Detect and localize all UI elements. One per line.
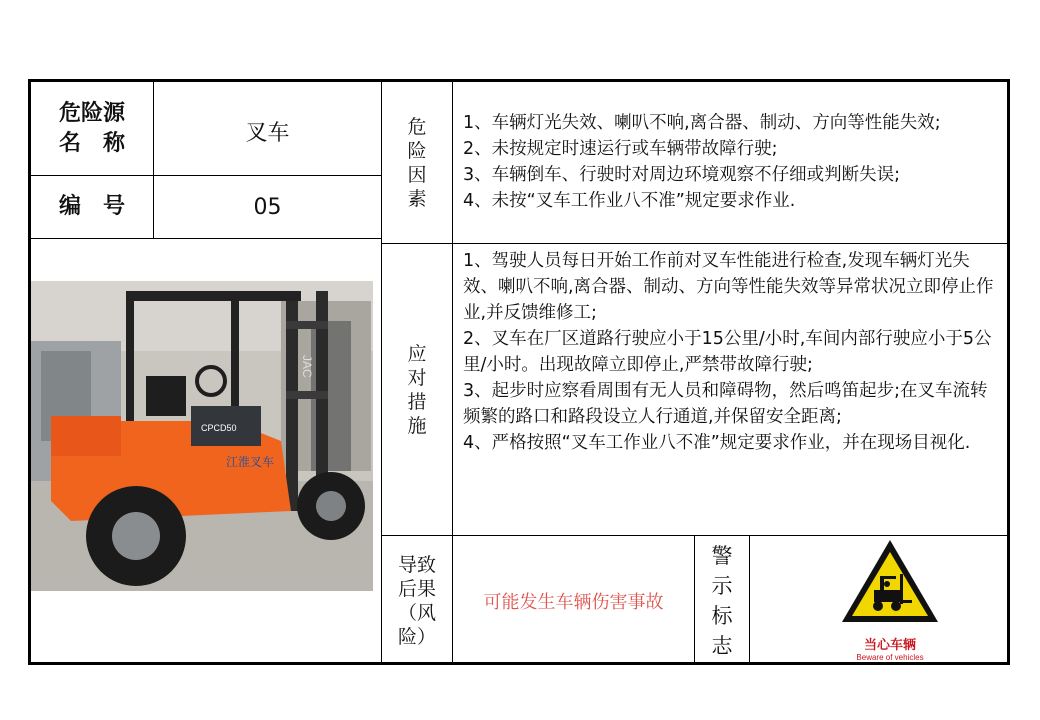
- name-label-cell: [31, 82, 153, 175]
- hazards-label-char-3: 因: [407, 163, 427, 186]
- measure-item: 1、驾驶人员每日开始工作前对叉车性能进行检查,发现车辆灯光失效、喇叭不响,离合器、制动、方向等性能失效等异常状况立即停止作业,并反馈维修工;: [463, 251, 994, 323]
- hazard-item: 4、未按“叉车工作业八不准”规定要求作业.: [463, 191, 796, 211]
- caution-vehicle-icon: [840, 538, 940, 624]
- measures-label-char-4: 施: [407, 414, 427, 437]
- hazards-label-char-4: 素: [407, 187, 427, 210]
- hazards-label-char-2: 险: [407, 139, 427, 162]
- model-label-text: CPCD50: [201, 423, 237, 433]
- sign-title: 当心车辆: [863, 638, 916, 653]
- hazard-item: 1、车辆灯光失效、喇叭不响,离合器、制动、方向等性能失效;: [463, 113, 941, 133]
- measure-item: 4、严格按照“叉车工作业八不准”规定要求作业，并在现场目视化.: [463, 433, 971, 453]
- code-label: 编 号: [58, 194, 125, 219]
- name-value-cell: [153, 82, 381, 175]
- hazard-item: 2、未按规定时速运行或车辆带故障行驶;: [463, 139, 778, 159]
- measure-item: 3、起步时应察看周围有无人员和障碍物，然后鸣笛起步;在叉车流转频繁的路口和路段设立人行通道,并保留安全距离;: [463, 381, 988, 427]
- warning-label-cell: [694, 535, 749, 665]
- measures-label-char-2: 对: [407, 366, 427, 389]
- hazard-source-card: [28, 79, 1010, 665]
- warning-sign-cell: [749, 535, 1007, 665]
- warning-label-char-3: 标: [711, 603, 733, 628]
- measures-label-cell: [381, 243, 452, 535]
- photo-cell: [31, 238, 381, 665]
- name-label-line2: 名 称: [58, 130, 125, 156]
- brand-label-text: 江淮叉车: [226, 455, 275, 469]
- name-label-line1: 危险源: [58, 100, 125, 126]
- hazards-label-char-1: 危: [407, 115, 427, 138]
- code-value: 05: [253, 194, 282, 220]
- forklift-photo: [31, 281, 373, 591]
- hazard-name-value: 叉车: [245, 121, 290, 146]
- warning-sign: [840, 538, 940, 662]
- consequence-label-line3: （风: [397, 601, 436, 624]
- consequence-label-line1: 导致: [397, 553, 436, 576]
- consequence-text-cell: [452, 535, 694, 665]
- warning-label-char-1: 警: [711, 543, 733, 568]
- warning-label-char-4: 志: [711, 633, 733, 658]
- hazards-label-cell: [381, 82, 452, 243]
- code-value-cell: [153, 175, 381, 238]
- hazards-content-cell: [452, 82, 1007, 243]
- warning-label-char-2: 示: [711, 573, 733, 598]
- measures-label-char-1: 应: [407, 342, 427, 365]
- hazard-item: 3、车辆倒车、行驶时对周边环境观察不仔细或判断失误;: [463, 165, 901, 185]
- sign-subtitle: Beware of vehicles: [856, 653, 924, 662]
- measure-item: 2、叉车在厂区道路行驶应小于15公里/小时,车间内部行驶应小于5公里/小时。出现故障立即停止,严禁带故障行驶;: [463, 329, 992, 375]
- consequence-label-line2: 后果: [397, 577, 436, 600]
- measures-content-cell: [452, 243, 1007, 535]
- consequence-label-cell: [381, 535, 452, 665]
- mast-brand-text: JAC: [300, 355, 314, 378]
- consequence-label-line4: 险）: [397, 625, 436, 648]
- code-label-cell: [31, 175, 153, 238]
- measures-label-char-3: 措: [407, 390, 427, 413]
- consequence-text: 可能发生车辆伤害事故: [483, 591, 664, 613]
